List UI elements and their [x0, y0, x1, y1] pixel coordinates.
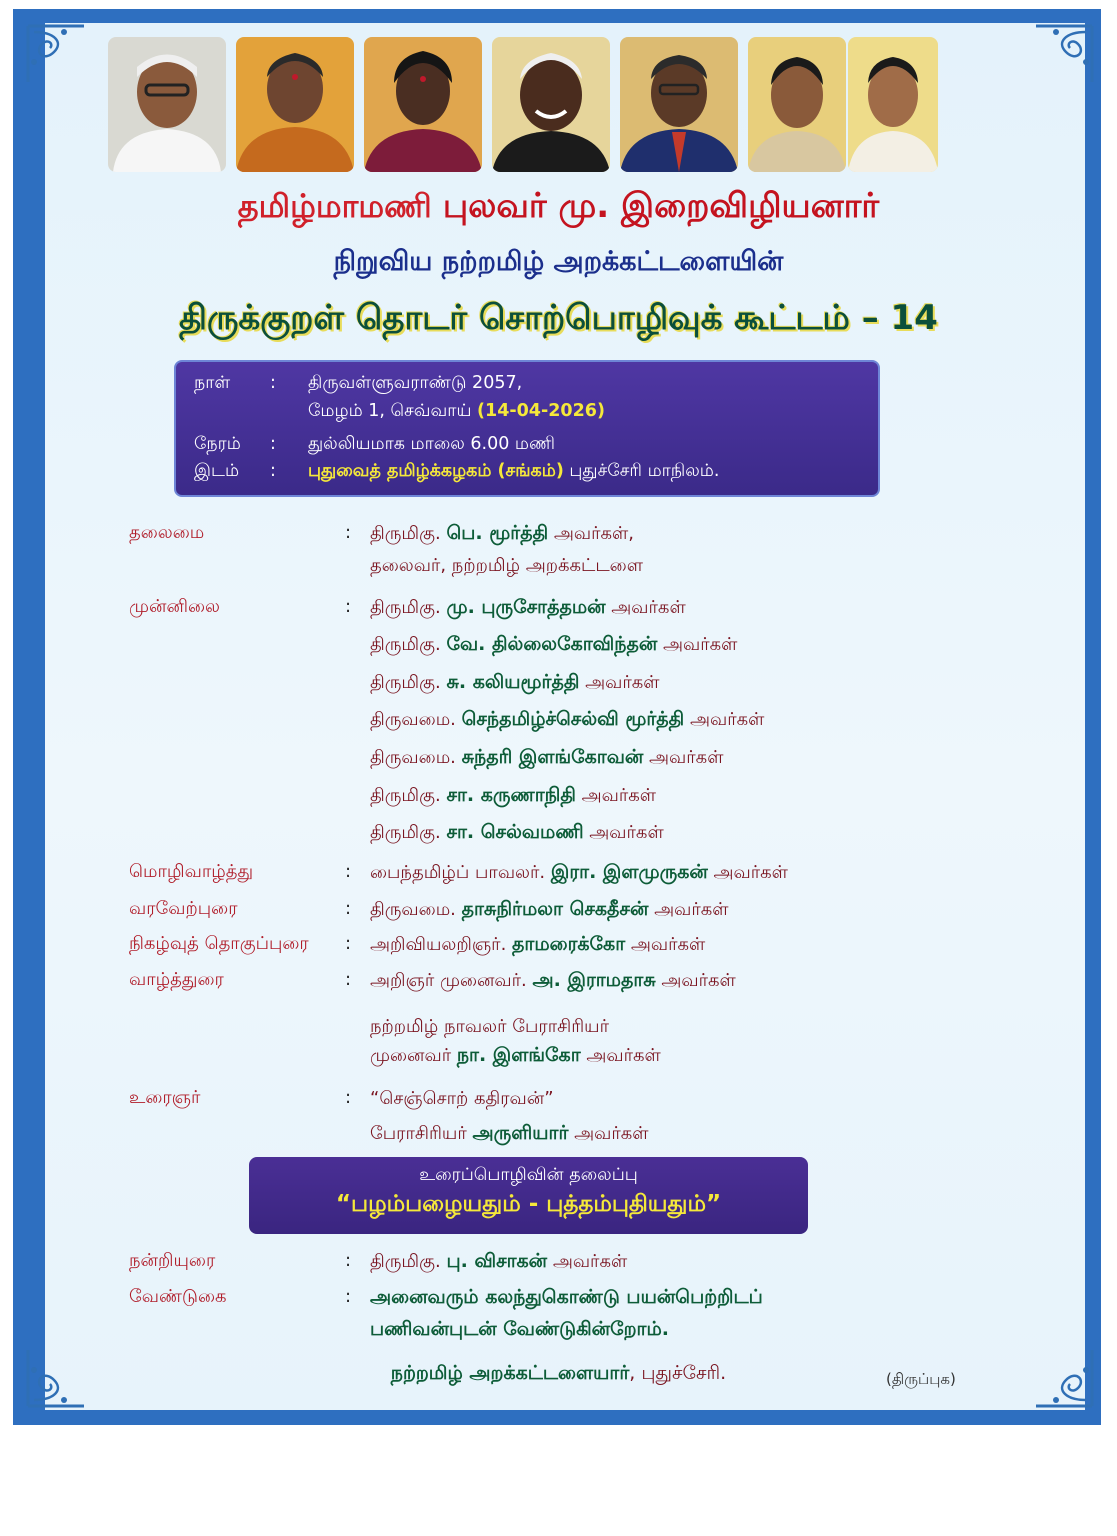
person-name: அ. இராமதாசு — [532, 969, 656, 991]
honorific: நற்றமிழ் நாவலர் பேராசிரியர் — [370, 1016, 609, 1037]
person-line — [370, 554, 643, 578]
person-name: சா. செல்வமணி — [446, 821, 584, 843]
role-label: வரவேற்புரை — [129, 898, 238, 919]
footer-org-name: நற்றமிழ் அறக்கட்டளையார் — [390, 1362, 630, 1384]
honorific: அறிஞர் முனைவர். — [370, 970, 533, 991]
honorific: திருமிகு. — [370, 822, 447, 843]
colon: : — [270, 373, 276, 393]
portrait-woman-2 — [364, 37, 482, 172]
date-label: நாள் — [194, 373, 231, 393]
colon: : — [345, 898, 352, 919]
person-name: பணிவன்புடன் வேண்டுகின்றோம். — [370, 1318, 669, 1340]
honorific: திருமிகு. — [370, 672, 447, 693]
topic-title: “பழம்பழையதும் - புத்தம்புதியதும்” — [335, 1191, 722, 1217]
honorific: அறிவியலறிஞர். — [370, 934, 513, 955]
colon: : — [345, 933, 352, 954]
person-line — [370, 784, 656, 809]
topic-heading: உரைப்பொழிவின் தலைப்பு — [419, 1165, 638, 1185]
trust-subtitle: நிறுவிய நற்றமிழ் அறக்கட்டளையின் — [333, 246, 784, 277]
person-line — [370, 1122, 649, 1147]
honorific: திருமிகு. — [370, 597, 447, 618]
time-label: நேரம் — [194, 434, 241, 454]
event-title: திருக்குறள் தொடர் சொற்பொழிவுக் கூட்டம் – 14 — [179, 298, 938, 338]
person-name: அருளியார் — [472, 1122, 569, 1144]
page-turn-note: (திருப்புக) — [886, 1370, 956, 1388]
founder-title — [0, 186, 1117, 230]
suffix: அவர்கள் — [625, 934, 706, 955]
colon: : — [345, 861, 352, 882]
venue-label: இடம் — [194, 461, 240, 481]
role-label: முன்னிலை — [129, 596, 220, 617]
person-line — [370, 1044, 661, 1069]
person-name: பு. விசாகன் — [446, 1250, 548, 1272]
role-label: நிகழ்வுத் தொகுப்புரை — [129, 933, 309, 954]
role-label: வாழ்த்துரை — [129, 969, 224, 990]
person-line — [370, 708, 764, 733]
person-line — [370, 522, 634, 547]
honorific: திருவமை. — [370, 709, 462, 730]
colon: : — [345, 1087, 352, 1108]
role-label: மொழிவாழ்த்து — [129, 861, 254, 882]
person-line — [370, 1250, 627, 1275]
person-name: சு. கலியமூர்த்தி — [446, 671, 580, 693]
suffix: அவர்கள் — [547, 1251, 628, 1272]
venue-state: புதுச்சேரி மாநிலம். — [563, 461, 720, 481]
honorific: திருமிகு. — [370, 785, 447, 806]
suffix: அவர்கள் — [655, 970, 736, 991]
person-name: வே. தில்லைகோவிந்தன் — [446, 633, 658, 655]
person-line — [370, 633, 737, 658]
corner-ornament-icon — [1032, 22, 1096, 86]
person-name: அனைவரும் கலந்துகொண்டு பயன்பெற்றிடப் — [370, 1286, 763, 1308]
suffix: அவர்கள் — [580, 1045, 661, 1066]
honorific: முனைவர் — [370, 1045, 457, 1066]
colon: : — [270, 434, 276, 454]
person-name: பெ. மூர்த்தி — [446, 522, 549, 544]
suffix: அவர்கள் — [643, 747, 724, 768]
person-line — [370, 898, 729, 923]
honorific: “செஞ்சொற் கதிரவன்” — [370, 1088, 554, 1109]
suffix: அவர்கள் — [648, 899, 729, 920]
person-line — [370, 1015, 609, 1039]
suffix: அவர்கள் — [583, 822, 664, 843]
honorific: திருமிகு. — [370, 1251, 447, 1272]
honorific: பேராசிரியர் — [370, 1123, 473, 1144]
person-line — [370, 746, 723, 771]
tamil-date: மேழம் 1, செவ்வாய் — [308, 401, 478, 421]
person-name: இரா. இளமுருகன் — [550, 861, 708, 883]
person-name: தாமரைக்கோ — [512, 933, 626, 955]
person-name: சுந்தரி இளங்கோவன் — [461, 746, 644, 768]
portrait-elderly-man — [108, 37, 226, 172]
suffix: அவர்கள் — [605, 597, 686, 618]
portrait-man-smiling — [492, 37, 610, 172]
venue-name: புதுவைத் தமிழ்க்கழகம் (சங்கம்) — [308, 461, 564, 481]
corner-ornament-icon — [24, 22, 88, 86]
gregorian-date: (14-04-2026) — [477, 401, 605, 421]
event-details-box — [174, 360, 880, 497]
honorific: திருவமை. — [370, 747, 462, 768]
suffix: அவர்கள் — [707, 862, 788, 883]
colon: : — [345, 522, 352, 543]
suffix: அவர்கள் — [575, 785, 657, 806]
person-name: செந்தமிழ்ச்செல்வி மூர்த்தி — [461, 708, 685, 730]
person-name: சா. கருணாநிதி — [446, 784, 576, 806]
person-name: நா. இளங்கோ — [456, 1044, 581, 1066]
colon: : — [345, 596, 352, 617]
honorific: திருமிகு. — [370, 523, 447, 544]
person-name: தாசுநிர்மலா செகதீசன் — [461, 898, 649, 920]
colon: : — [345, 969, 352, 990]
colon: : — [345, 1250, 352, 1271]
suffix: அவர்கள் — [568, 1123, 649, 1144]
person-line — [370, 969, 736, 994]
founder-honorific: தமிழ்மாமணி — [237, 187, 443, 225]
founder-name: புலவர் மு. இறைவிழியனார் — [442, 186, 880, 226]
person-line — [370, 1286, 763, 1311]
role-label: வேண்டுகை — [129, 1286, 227, 1307]
person-line — [370, 671, 660, 696]
role-label: தலைமை — [129, 522, 205, 543]
suffix: அவர்கள் — [684, 709, 765, 730]
portrait-woman-1 — [236, 37, 354, 172]
person-name: மு. புருசோத்தமன் — [446, 596, 606, 618]
portrait-row — [108, 37, 938, 172]
person-line — [370, 1087, 554, 1111]
honorific: திருமிகு. — [370, 634, 447, 655]
portrait-man-suit — [620, 37, 738, 172]
honorific: பைந்தமிழ்ப் பாவலர். — [370, 862, 551, 883]
suffix: அவர்கள், — [548, 523, 634, 544]
footer-place: , புதுச்சேரி. — [629, 1362, 727, 1384]
person-line — [370, 596, 686, 621]
date-value: திருவள்ளுவராண்டு 2057, — [308, 373, 523, 393]
person-line — [370, 1318, 669, 1343]
time-value: துல்லியமாக மாலை 6.00 மணி — [308, 434, 556, 454]
date-detail — [308, 401, 605, 423]
person-line — [370, 933, 705, 958]
colon: : — [270, 461, 276, 481]
lecture-topic-box — [249, 1157, 808, 1234]
honorific: தலைவர், நற்றமிழ் அறக்கட்டளை — [370, 555, 643, 576]
portrait-young-man-1 — [748, 37, 846, 172]
role-label: நன்றியுரை — [129, 1250, 216, 1271]
role-label: உரைஞர் — [129, 1087, 201, 1108]
person-line — [370, 861, 788, 886]
portrait-young-man-2 — [848, 37, 938, 172]
venue-value — [308, 461, 719, 483]
colon: : — [345, 1286, 352, 1307]
suffix: அவர்கள் — [657, 634, 738, 655]
honorific: திருவமை. — [370, 899, 462, 920]
suffix: அவர்கள் — [579, 672, 660, 693]
person-line — [370, 821, 664, 846]
